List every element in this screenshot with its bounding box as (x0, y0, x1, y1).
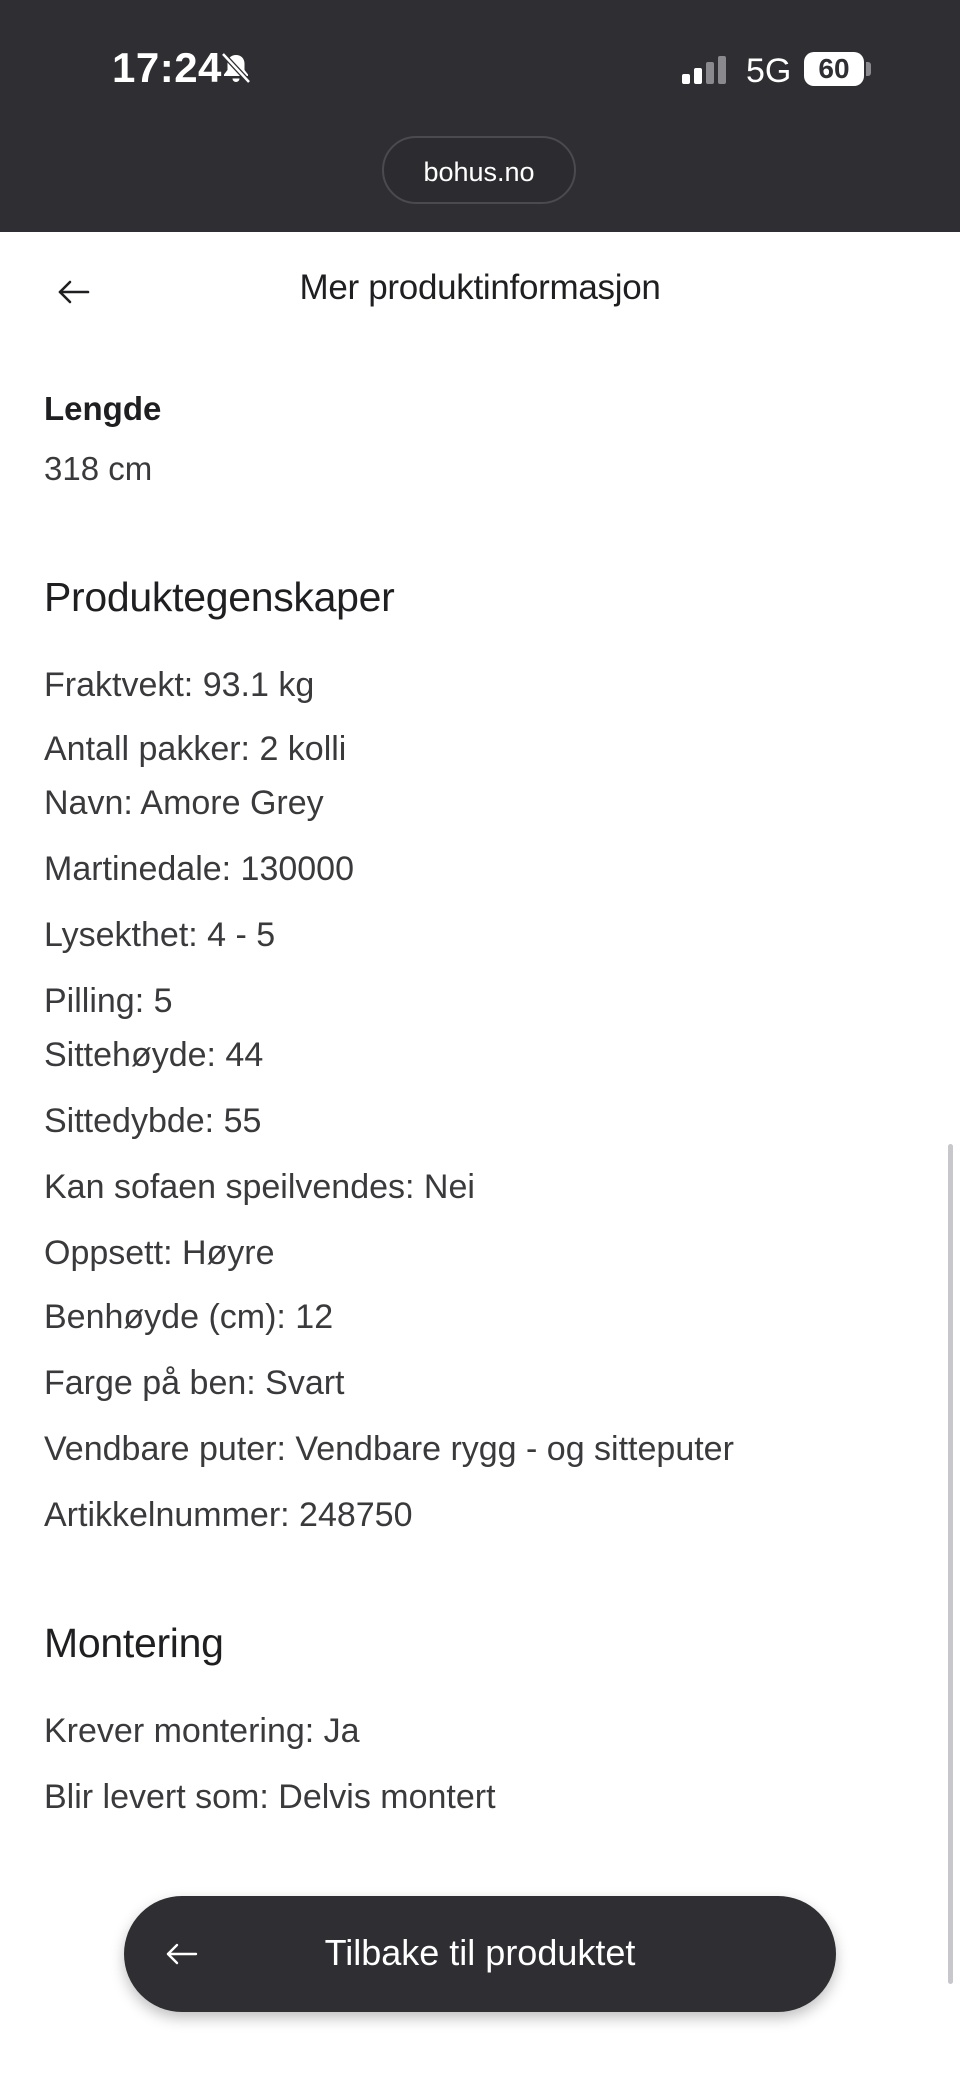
dimension-value: 318 cm (44, 450, 153, 487)
signal-icon (680, 54, 730, 86)
property-item: Vendbare puter: Vendbare rygg - og sitteputer (44, 1430, 734, 1468)
property-item: Oppsett: Høyre (44, 1234, 275, 1272)
property-item: Pilling: 5 (44, 982, 173, 1020)
bell-slash-icon (218, 50, 254, 86)
property-item: Sittehøyde: 44 (44, 1036, 264, 1074)
property-item: Sittedybde: 55 (44, 1102, 262, 1140)
assembly-item: Blir levert som: Delvis montert (44, 1778, 496, 1816)
property-item: Kan sofaen speilvendes: Nei (44, 1168, 475, 1206)
assembly-heading: Montering (44, 1620, 224, 1666)
status-time: 17:24 (112, 44, 222, 91)
property-item: Artikkelnummer: 248750 (44, 1496, 413, 1534)
property-item: Farge på ben: Svart (44, 1364, 345, 1402)
dimension-label: Lengde (44, 390, 162, 427)
battery-tip (866, 62, 871, 76)
property-item: Navn: Amore Grey (44, 784, 324, 822)
scrollbar[interactable] (948, 1144, 953, 1984)
url-bar[interactable]: bohus.no (382, 136, 576, 204)
property-item: Lysekthet: 4 - 5 (44, 916, 276, 954)
battery-indicator: 60 (804, 52, 864, 86)
property-item: Benhøyde (cm): 12 (44, 1298, 334, 1336)
assembly-item: Krever montering: Ja (44, 1712, 360, 1750)
back-to-product-button[interactable] (124, 1896, 836, 2012)
page-title: Mer produktinformasjon (299, 268, 661, 307)
properties-heading: Produktegenskaper (44, 574, 395, 620)
property-item: Fraktvekt: 93.1 kg (44, 666, 315, 704)
back-to-product-label: Tilbake til produktet (324, 1932, 636, 1973)
property-item: Martinedale: 130000 (44, 850, 355, 888)
property-item: Antall pakker: 2 kolli (44, 730, 347, 768)
browser-chrome (0, 0, 960, 232)
network-type: 5G (746, 52, 792, 90)
